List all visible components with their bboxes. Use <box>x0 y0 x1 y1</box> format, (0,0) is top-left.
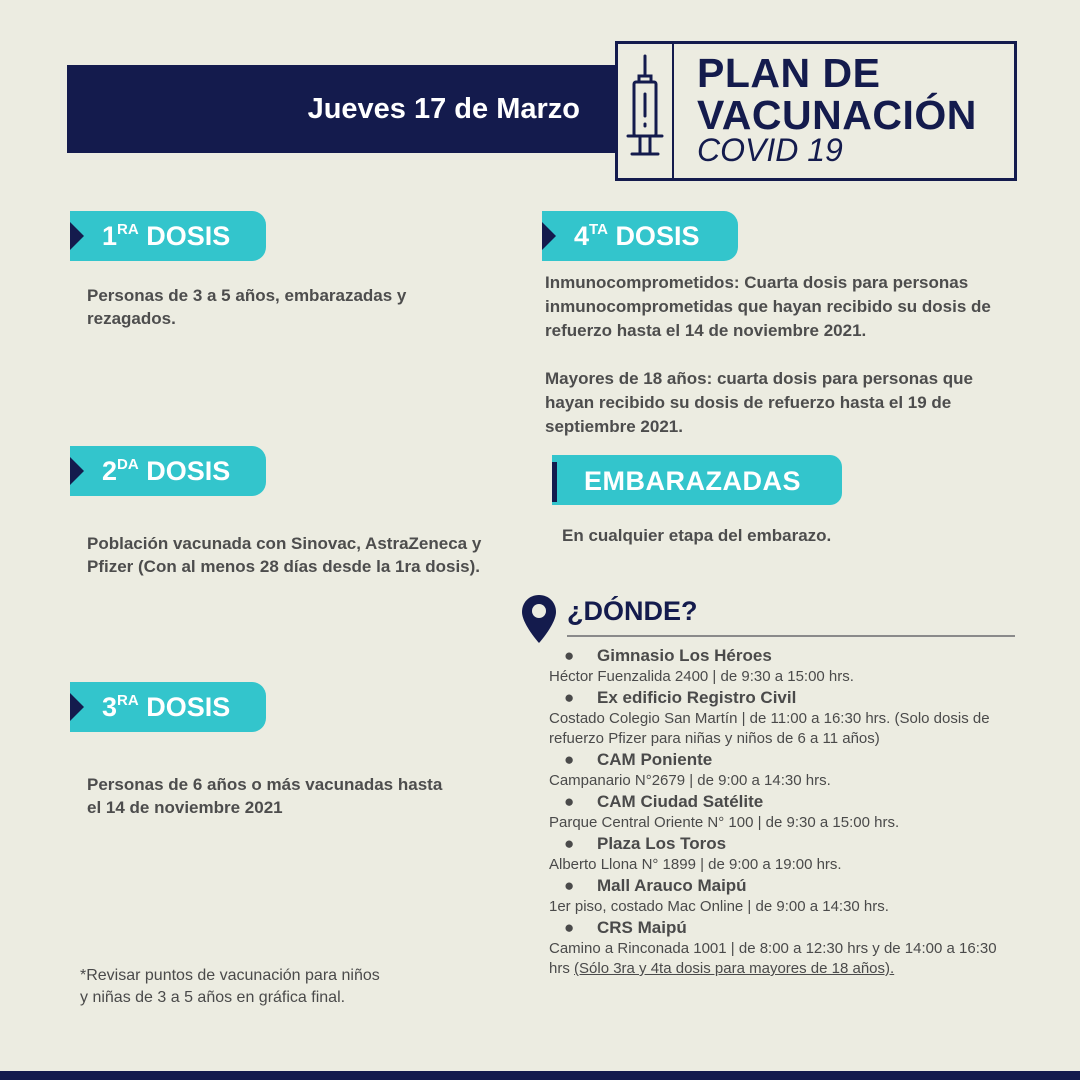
location-detail: Héctor Fuenzalida 2400 | de 9:30 a 15:00 hrs. <box>549 668 854 685</box>
location-list <box>549 645 1019 979</box>
dose-suffix: RA <box>117 692 139 709</box>
dose-word: DOSIS <box>146 692 231 722</box>
dose-number: 3 <box>102 692 118 722</box>
tab-arrow-marker <box>542 222 556 250</box>
location-item <box>549 875 1019 917</box>
plan-title-line2: VACUNACIÓN <box>697 92 977 138</box>
donde-title: ¿DÓNDE? <box>567 596 698 626</box>
tab-arrow-marker <box>70 222 84 250</box>
dose-suffix: RA <box>117 221 139 238</box>
dose-number: 1 <box>102 221 118 251</box>
dose-3-text: Personas de 6 años o más vacunadas hasta el 14 de noviembre 2021 <box>87 775 443 817</box>
location-item <box>549 749 1019 791</box>
dose-2-tab <box>70 446 266 496</box>
date-label: Jueves 17 de Marzo <box>307 93 580 125</box>
location-detail: 1er piso, costado Mac Online | de 9:00 a 14:30 hrs. <box>549 898 889 915</box>
bullet-icon: ● <box>564 918 575 937</box>
location-name: Mall Arauco Maipú <box>597 876 747 895</box>
location-detail: Alberto Llona N° 1899 | de 9:00 a 19:00 hrs. <box>549 856 842 873</box>
plan-title-line1: PLAN DE <box>697 50 881 96</box>
bullet-icon: ● <box>564 876 575 895</box>
location-name: Gimnasio Los Héroes <box>597 646 772 665</box>
dose-suffix: DA <box>117 456 139 473</box>
location-item <box>549 687 1019 749</box>
syringe-icon <box>626 54 664 166</box>
embarazadas-text: En cualquier etapa del embarazo. <box>562 526 832 545</box>
plan-subtitle: COVID 19 <box>697 132 843 168</box>
embarazadas-tab: EMBARAZADAS <box>552 455 842 505</box>
dose-1-tab <box>70 211 266 261</box>
location-name: CRS Maipú <box>597 918 687 937</box>
bottom-bar <box>0 1071 1080 1080</box>
bullet-icon: ● <box>564 792 575 811</box>
bullet-icon: ● <box>564 646 575 665</box>
dose-number: 2 <box>102 456 118 486</box>
plan-box-divider <box>672 41 674 181</box>
tab-arrow-marker <box>70 457 84 485</box>
location-item <box>549 917 1019 979</box>
dose-4-text-immuno: Inmunocomprometidos: Cuarta dosis para personas inmunocomprometidas que hayan recibido su dosis de refuerzo hasta el 14 de noviembre 2021. <box>545 273 991 340</box>
location-name: CAM Ciudad Satélite <box>597 792 764 811</box>
dose-2-text: Población vacunada con Sinovac, AstraZeneca y Pfizer (Con al menos 28 días desde la 1ra dosis). <box>87 534 482 576</box>
location-detail: Parque Central Oriente N° 100 | de 9:30 a 15:00 hrs. <box>549 814 900 831</box>
bullet-icon: ● <box>564 834 575 853</box>
donde-underline <box>567 635 1015 637</box>
dose-3-tab <box>70 682 266 732</box>
location-detail: Campanario N°2679 | de 9:00 a 14:30 hrs. <box>549 772 831 789</box>
bullet-icon: ● <box>564 688 575 707</box>
location-name: CAM Poniente <box>597 750 713 769</box>
location-pin-icon <box>520 593 558 645</box>
dose-word: DOSIS <box>146 456 231 486</box>
location-detail-text: Camino a Rinconada 1001 | de 8:00 a 12:30 hrs y de 14:00 a 16:30 hrs <box>549 940 997 977</box>
location-name: Plaza Los Toros <box>597 834 727 853</box>
embarazadas-marker <box>552 462 557 502</box>
location-item <box>549 645 1019 687</box>
tab-arrow-marker <box>70 693 84 721</box>
dose-1-text: Personas de 3 a 5 años, embarazadas y rezagados. <box>87 286 407 328</box>
dose-word: DOSIS <box>615 221 700 251</box>
footnote: *Revisar puntos de vacunación para niños y niñas de 3 a 5 años en gráfica final. <box>80 967 380 1006</box>
dose-word: DOSIS <box>146 221 231 251</box>
location-detail <box>549 939 1019 979</box>
location-detail: Costado Colegio San Martín | de 11:00 a 16:30 hrs. (Solo dosis de refuerzo Pfizer para niñas y niños de 6 a 11 años) <box>549 710 990 747</box>
dose-number: 4 <box>574 221 590 251</box>
dose-4-tab <box>542 211 738 261</box>
dose-suffix: TA <box>589 221 608 238</box>
location-item <box>549 833 1019 875</box>
plan-title <box>697 52 1007 136</box>
bullet-icon: ● <box>564 750 575 769</box>
dose-4-text-adults: Mayores de 18 años: cuarta dosis para personas que hayan recibido su dosis de refuerzo hasta el 19 de septiembre 2021. <box>545 369 973 436</box>
location-item <box>549 791 1019 833</box>
location-name: Ex edificio Registro Civil <box>597 688 797 707</box>
location-detail-note: (Sólo 3ra y 4ta dosis para mayores de 18 años). <box>574 960 895 977</box>
